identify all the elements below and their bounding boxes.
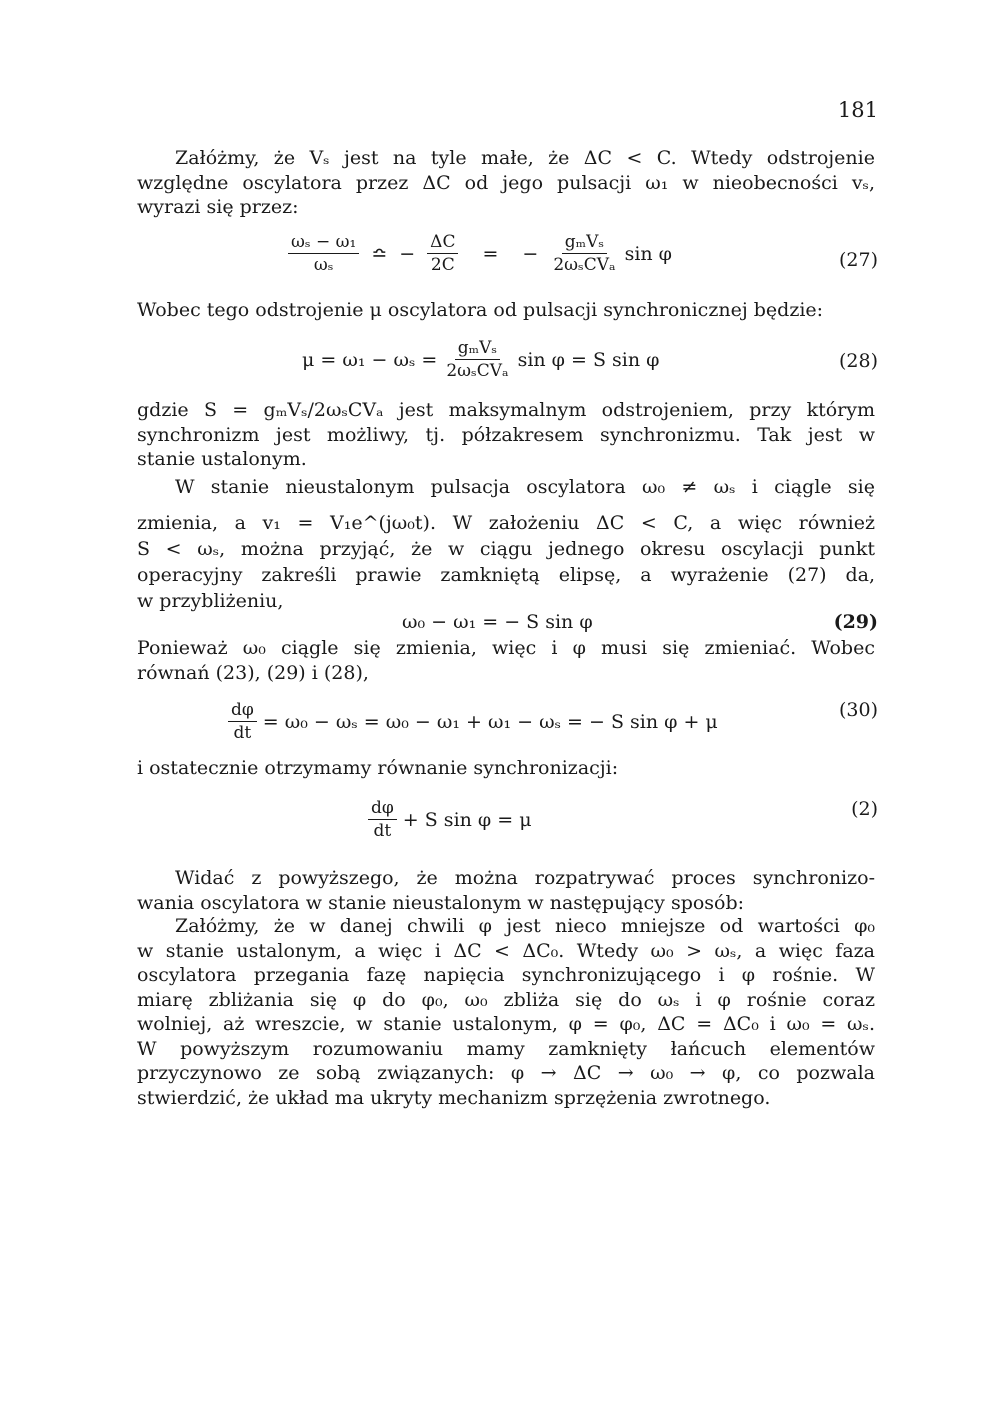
fraction bbox=[427, 232, 458, 275]
paragraph-intro bbox=[137, 146, 875, 220]
numerator: ωₛ − ω₁ bbox=[288, 232, 359, 254]
text-line: S < ωₛ, można przyjąć, że w ciągu jednego okresu oscylacji punkt bbox=[137, 538, 875, 560]
denominator: dt bbox=[373, 821, 392, 841]
equation-body: ω₀ − ω₁ = − S sin φ bbox=[402, 611, 593, 633]
minus-sign: − bbox=[522, 242, 539, 265]
text-line: synchronizm jest możliwy, tj. półzakresem synchronizmu. Tak jest w bbox=[137, 423, 875, 446]
text-line: Ponieważ ω₀ ciągle się zmienia, więc i φ musi się zmieniać. Wobec bbox=[137, 637, 875, 659]
equation-29 bbox=[402, 611, 593, 633]
paragraph-definition bbox=[137, 398, 875, 472]
text-line: Widać z powyższego, że można rozpatrywać proces synchronizo- bbox=[175, 867, 875, 889]
text-line: w stanie ustalonym, a więc i ΔC < ΔC₀. Wtedy ω₀ > ωₛ, a więc faza bbox=[137, 939, 875, 962]
equation-number: (29) bbox=[833, 611, 878, 633]
fraction bbox=[550, 232, 618, 275]
equation-rhs: = ω₀ − ωₛ = ω₀ − ω₁ + ω₁ − ωₛ = − S sin φ + μ bbox=[262, 710, 718, 733]
equation-rhs: sin φ = S sin φ bbox=[517, 348, 660, 371]
text-line: W stanie nieustalonym pulsacja oscylatora ω₀ ≠ ωₛ i ciągle się bbox=[175, 476, 875, 498]
text-line: Załóżmy, że w danej chwili φ jest nieco mniejsze od wartości φ₀ bbox=[175, 915, 875, 937]
text-line: gdzie S = gₘVₛ/2ωₛCVₐ jest maksymalnym odstrojeniem, przy którym bbox=[137, 399, 875, 421]
numerator: dφ bbox=[368, 798, 397, 820]
approx-symbol: ≏ bbox=[371, 242, 388, 265]
equation-number: (27) bbox=[838, 249, 878, 271]
numerator: dφ bbox=[228, 700, 257, 722]
denominator: ωₛ bbox=[313, 255, 334, 275]
text-line: Wobec tego odstrojenie μ oscylatora od pulsacji synchronicznej będzie: bbox=[137, 299, 824, 321]
numerator: ΔC bbox=[427, 232, 458, 254]
text-line: Załóżmy, że Vₛ jest na tyle małe, że ΔC < C. Wtedy odstrojenie bbox=[175, 147, 875, 169]
text-line: w przybliżeniu, bbox=[137, 590, 284, 612]
denominator: 2ωₛCVₐ bbox=[553, 255, 616, 275]
paragraph-detuning bbox=[137, 298, 875, 323]
text-line: względne oscylatora przez ΔC od jego pulsacji ω₁ w nieobecności vₛ, bbox=[137, 171, 875, 194]
equation-2 bbox=[362, 798, 532, 841]
fraction bbox=[443, 338, 511, 381]
equals-sign: = bbox=[482, 242, 499, 265]
fraction bbox=[288, 232, 359, 275]
text-line: wania oscylatora w stanie nieustalonym w następujący sposób: bbox=[137, 891, 745, 914]
text-line: oscylatora przegania fazę napięcia synchronizującego i φ rośnie. W bbox=[137, 964, 875, 986]
text-line: wyrazi się przez: bbox=[137, 196, 299, 218]
text-line: miarę zbliżania się φ do φ₀, ω₀ zbliża się do ωₛ i φ rośnie coraz bbox=[137, 988, 875, 1011]
minus-sign: − bbox=[399, 242, 416, 265]
text-line: W powyższym rozumowaniu mamy zamknięty łańcuch elementów bbox=[137, 1037, 875, 1060]
equation-number: (28) bbox=[838, 350, 878, 372]
text-line: stwierdzić, że układ ma ukryty mechanizm sprzężenia zwrotnego. bbox=[137, 1086, 771, 1109]
equation-28 bbox=[302, 338, 659, 381]
text-line: wolniej, aż wreszcie, w stanie ustalonym, φ = φ₀, ΔC = ΔC₀ i ω₀ = ωₛ. bbox=[137, 1013, 875, 1035]
paragraph-transient bbox=[137, 474, 875, 614]
numerator: gₘVₛ bbox=[455, 338, 500, 360]
equation-number: (2) bbox=[851, 798, 878, 820]
equation-tail: sin φ bbox=[624, 242, 672, 265]
text-line: równań (23), (29) i (28), bbox=[137, 661, 369, 684]
paragraph-mechanism bbox=[137, 914, 875, 1110]
page-number: 181 bbox=[837, 98, 878, 122]
denominator: 2ωₛCVₐ bbox=[446, 361, 509, 381]
equation-lhs: μ = ω₁ − ωₛ = bbox=[302, 348, 438, 371]
fraction bbox=[368, 798, 397, 841]
paragraph-final bbox=[137, 756, 875, 781]
equation-30 bbox=[222, 700, 718, 743]
equation-number: (30) bbox=[838, 699, 878, 721]
fraction bbox=[228, 700, 257, 743]
text-line: i ostatecznie otrzymamy równanie synchronizacji: bbox=[137, 757, 619, 779]
paragraph-phase bbox=[137, 636, 875, 685]
text-line: przyczynowo ze sobą związanych: φ → ΔC → ω₀ → φ, co pozwala bbox=[137, 1062, 875, 1084]
denominator: dt bbox=[233, 723, 252, 743]
paragraph-process bbox=[137, 866, 875, 915]
text-line: stanie ustalonym. bbox=[137, 448, 307, 470]
equation-27 bbox=[282, 232, 672, 275]
text-line: zmienia, a v₁ = V₁e^(jω₀t). W założeniu ΔC < C, a więc również bbox=[137, 512, 875, 534]
text-line: operacyjny zakreśli prawie zamkniętą elipsę, a wyrażenie (27) da, bbox=[137, 564, 875, 586]
equation-rhs: + S sin φ = μ bbox=[402, 808, 532, 831]
denominator: 2C bbox=[430, 255, 455, 275]
numerator: gₘVₛ bbox=[562, 232, 607, 254]
